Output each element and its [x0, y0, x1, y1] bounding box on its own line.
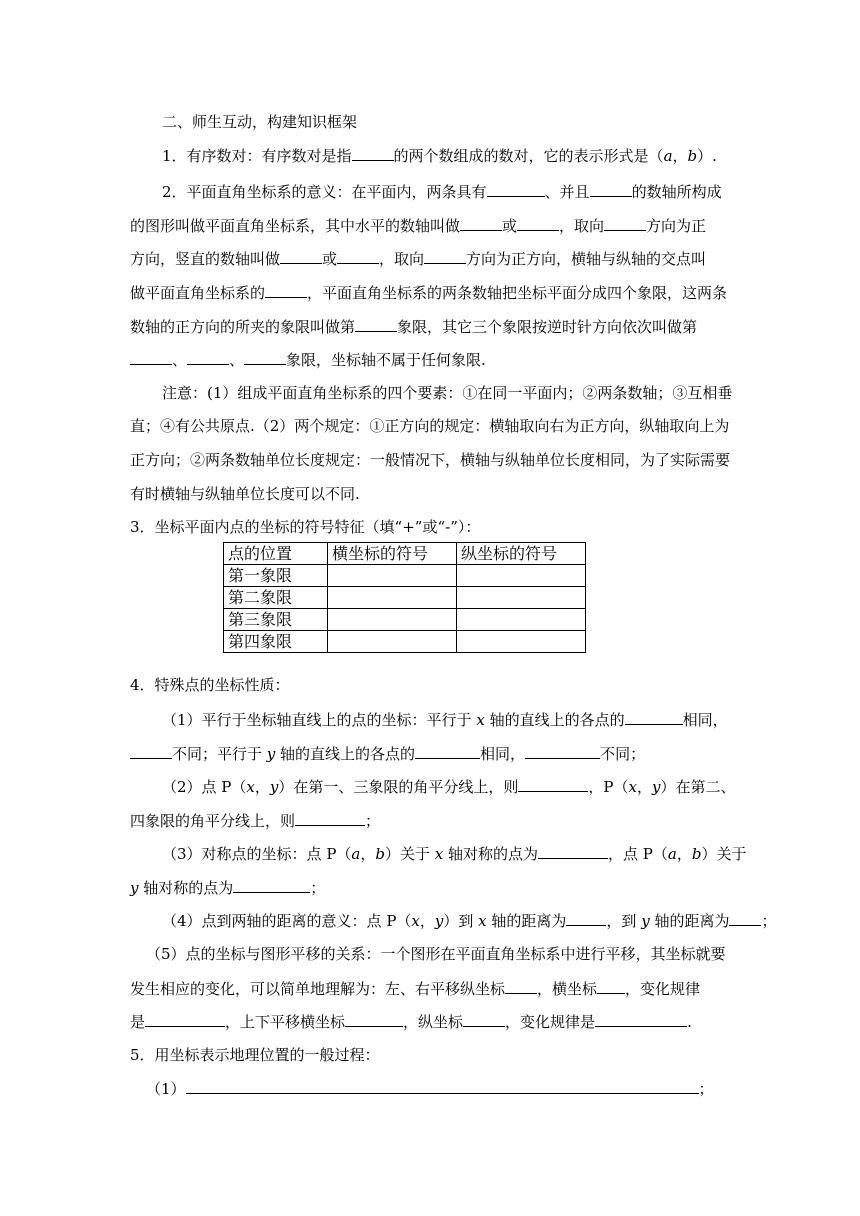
- item-4-5-line-2: 发生相应的变化，可以简单地理解为：左、右平移纵坐标 ，横坐标 ，变化规律: [130, 980, 701, 998]
- item-2-line-2: 的图形叫做平面直角坐标系，其中水平的数轴叫做 或 ，取向 方向为正: [130, 217, 707, 235]
- item-2-line-3: 方向，竖直的数轴叫做 或 ，取向 方向为正方向，横轴与纵轴的交点叫: [130, 250, 707, 268]
- table-cell-blank[interactable]: [457, 631, 586, 653]
- item-2-line-5: 数轴的正方向的所夹的象限叫做第 象限，其它三个象限按逆时针方向依次叫做第: [130, 318, 698, 336]
- table-row-label: 第三象限: [224, 609, 328, 631]
- table-row: [224, 631, 586, 653]
- item-3-title: 3．坐标平面内点的坐标的符号特征（填“+”或“-”）：: [130, 518, 481, 536]
- table-cell-blank[interactable]: [457, 609, 586, 631]
- table-row-label: 第二象限: [224, 587, 328, 609]
- item-4-5-line-3: 是 ，上下平移横坐标 ，纵坐标 ，变化规律是 .: [130, 1013, 692, 1031]
- table-cell-blank[interactable]: [457, 565, 586, 587]
- item-4-1-line-2: 不同；平行于 y 轴的直线上的各点的 相同， 不同；: [130, 743, 645, 764]
- table-cell-blank[interactable]: [328, 631, 457, 653]
- table-cell-blank[interactable]: [328, 587, 457, 609]
- note-line-3: 正方向；②两条数轴单位长度规定：一般情况下，横轴与纵轴单位长度相同，为了实际需要: [130, 451, 731, 469]
- sign-table: [223, 542, 586, 653]
- item-1: 1．有序数对：有序数对是指 的两个数组成的数对，它的表示形式是（a，b）.: [162, 147, 717, 165]
- table-header-cell: 纵坐标的符号: [457, 543, 586, 565]
- item-4-3-line-2: y 轴对称的点为 ；: [130, 879, 326, 897]
- note-line-2: 直；④有公共原点.（2）两个规定：①正方向的规定：横轴取向右为正方向，纵轴取向上为: [130, 417, 730, 435]
- table-row-label: 第四象限: [224, 631, 328, 653]
- note-line-4: 有时横轴与纵轴单位长度可以不同.: [130, 485, 360, 503]
- item-4-2-line-2: 四象限的角平分线上，则 ；: [130, 812, 381, 830]
- item-4-title: 4．特殊点的坐标性质：: [130, 676, 290, 694]
- item-4-3-line-1: （3）对称点的坐标：点 P（a，b）关于 x 轴对称的点为 ，点 P（a，b）关于: [162, 845, 747, 863]
- item-4-2-line-1: （2）点 P（x，y）在第一、三象限的角平分线上，则 ，P（x，y）在第二、: [162, 778, 736, 796]
- table-cell-blank[interactable]: [328, 609, 457, 631]
- item-2-line-1: 2．平面直角坐标系的意义：在平面内，两条具有 、并且 的数轴所构成: [162, 183, 722, 201]
- table-header-cell: 横坐标的符号: [328, 543, 457, 565]
- table-cell-blank[interactable]: [328, 565, 457, 587]
- table-row-label: 第一象限: [224, 565, 328, 587]
- item-5-title: 5．用坐标表示地理位置的一般过程：: [130, 1046, 380, 1064]
- item-5-step-1: （1） ；: [146, 1080, 714, 1098]
- item-4-4: （4）点到两轴的距离的意义：点 P（x，y）到 x 轴的距离为 ，到 y 轴的距离为 ；: [162, 912, 777, 930]
- table-row: [224, 587, 586, 609]
- table-row: [224, 565, 586, 587]
- note-line-1: 注意：(1）组成平面直角坐标系的四个要素：①在同一平面内；②两条数轴；③互相垂: [162, 384, 733, 402]
- item-2-line-6: 、 、 象限，坐标轴不属于任何象限.: [130, 349, 486, 370]
- section-heading: 二、师生互动，构建知识框架: [162, 113, 358, 131]
- table-header-row: [224, 543, 586, 565]
- item-4-1-line-1: （1）平行于坐标轴直线上的点的坐标：平行于 x 轴的直线上的各点的 相同，: [162, 711, 728, 729]
- table-row: [224, 609, 586, 631]
- item-2-line-4: 做平面直角坐标系的 ，平面直角坐标系的两条数轴把坐标平面分成四个象限，这两条: [130, 284, 728, 302]
- table-header-cell: 点的位置: [224, 543, 328, 565]
- table-cell-blank[interactable]: [457, 587, 586, 609]
- item-4-5-line-1: （5）点的坐标与图形平移的关系：一个图形在平面直角坐标系中进行平移，其坐标就要: [146, 945, 726, 963]
